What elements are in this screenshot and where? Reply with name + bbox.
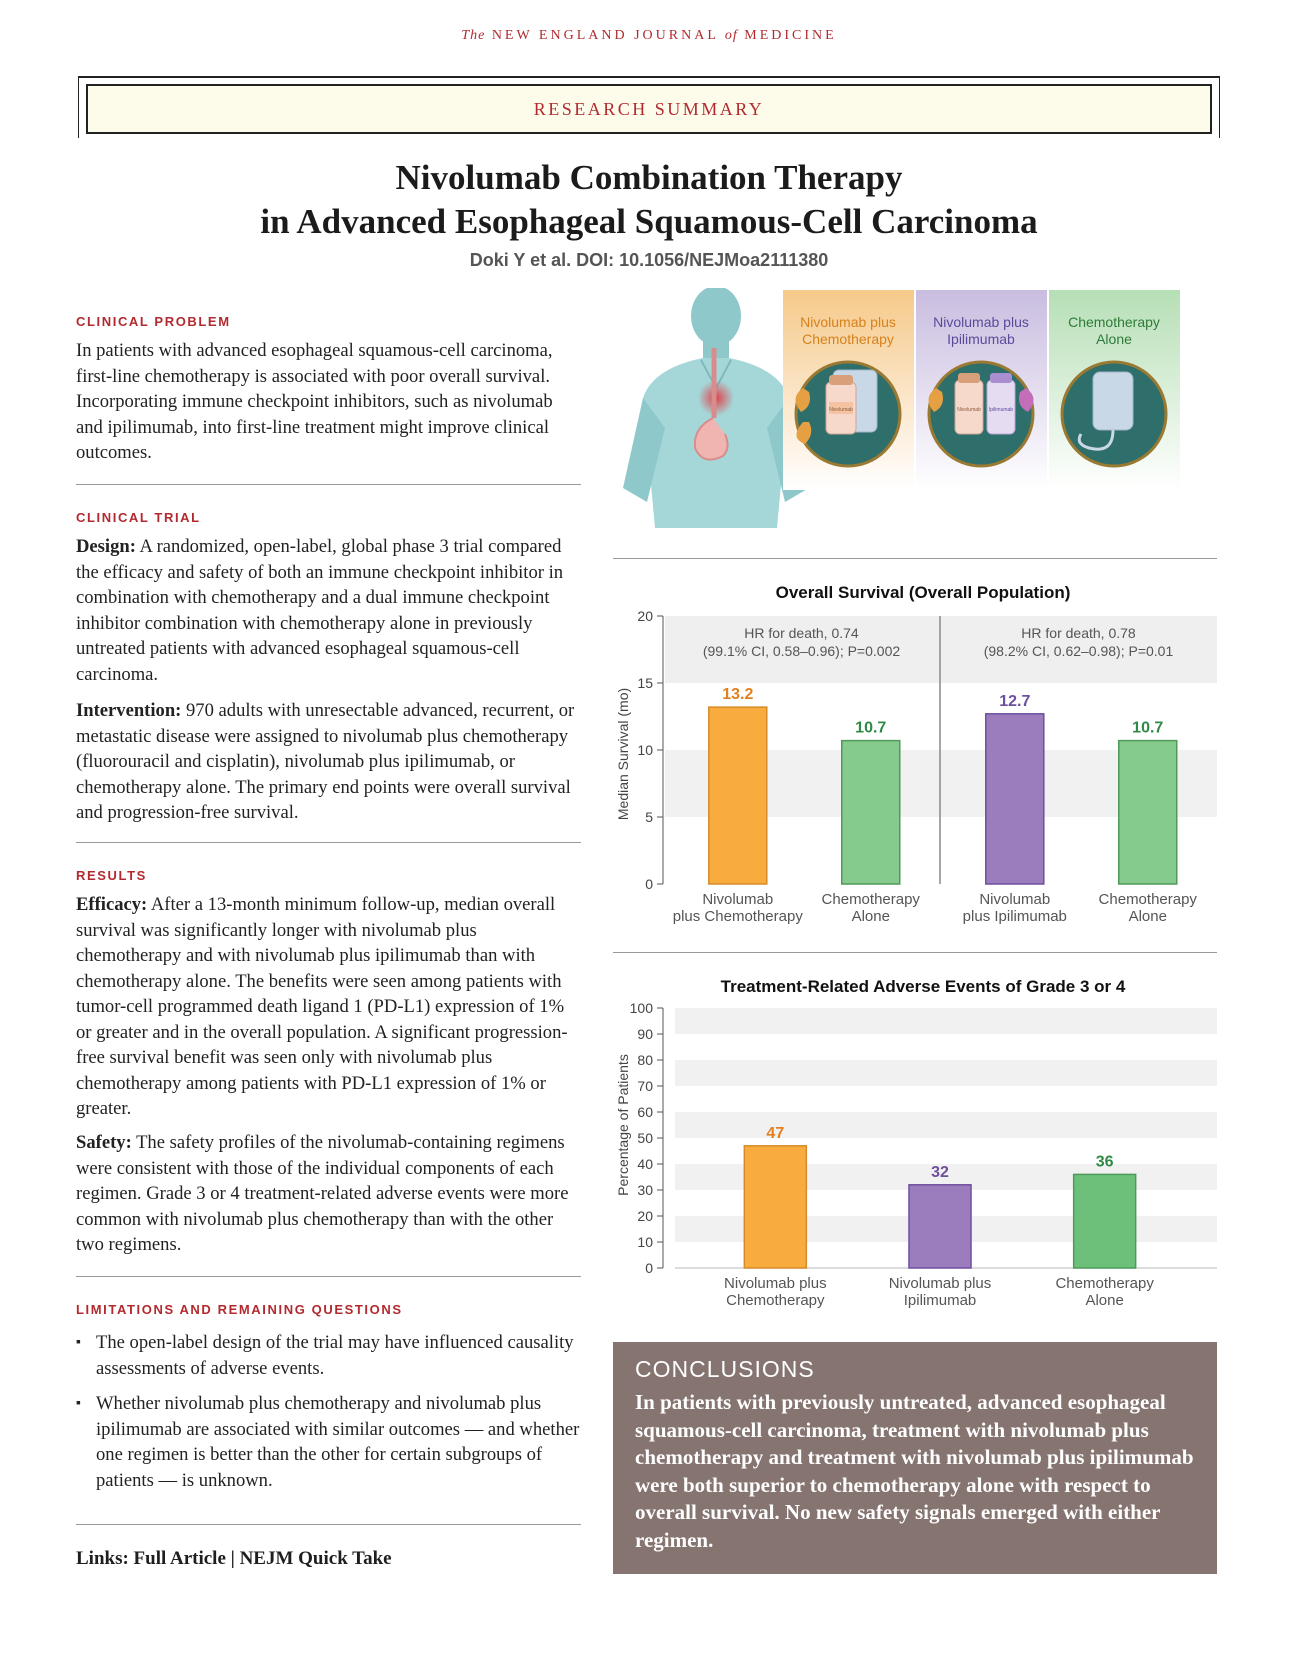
intervention-label: Intervention: (76, 700, 182, 721)
category-label: Chemotherapy (1055, 1275, 1154, 1292)
vial-label: Nivolumab (957, 407, 981, 413)
journal-main: NEW ENGLAND JOURNAL (491, 28, 719, 43)
conclusions-heading: CONCLUSIONS (635, 1356, 815, 1382)
bar (909, 1185, 971, 1268)
category-label: Chemotherapy (1098, 891, 1197, 908)
panel-label: Ipilimumab (947, 331, 1015, 347)
safety-text: The safety profiles of the nivolumab-containing regimens were consistent with those of the individual components of each regimen. Grade 3 or 4 treatment-related adverse events were more common with nivolumab plus chemotherapy than with the other two regimens. (76, 1132, 569, 1255)
bar-value-label: 47 (766, 1124, 785, 1142)
page-title (0, 156, 1298, 244)
confidence-interval-label: (98.2% CI, 0.62–0.98); P=0.01 (983, 643, 1174, 659)
research-summary-banner: RESEARCH SUMMARY (86, 84, 1212, 134)
y-tick-label: 40 (637, 1156, 653, 1172)
bar-value-label: 10.7 (855, 719, 887, 737)
limitation-item: ▪ The open-label design of the trial may have influenced causality assessments of adverse events. (76, 1330, 581, 1381)
y-tick-label: 20 (637, 1208, 653, 1224)
y-tick-label: 15 (637, 675, 653, 691)
y-tick-label: 5 (645, 809, 653, 825)
journal-masthead (0, 28, 1298, 44)
category-label: Ipilimumab (903, 1292, 977, 1309)
divider (76, 1524, 581, 1525)
category-label: Alone (851, 908, 890, 925)
bar (1074, 1174, 1136, 1268)
y-tick-label: 0 (645, 1260, 653, 1276)
patient-figure-icon (623, 288, 809, 528)
intervention-paragraph (76, 698, 581, 826)
limitation-item: ▪ Whether nivolumab plus chemotherapy and nivolumab plus ipilimumab are associated with similar outcomes — and whether one regimen is better than the other for certain subgroups of patients — is unknown. (76, 1391, 581, 1493)
results-heading: RESULTS (76, 868, 147, 883)
confidence-interval-label: (99.1% CI, 0.58–0.96); P=0.002 (702, 643, 901, 659)
title-line-1: Nivolumab Combination Therapy (395, 158, 903, 197)
clinical-trial-heading: CLINICAL TRIAL (76, 510, 201, 525)
hazard-ratio-label: HR for death, 0.74 (744, 625, 859, 641)
panel-label: Chemotherapy (802, 331, 894, 347)
divider (76, 1276, 581, 1277)
y-tick-label: 70 (637, 1078, 653, 1094)
grid-band (675, 1112, 1217, 1138)
intervention-text: 970 adults with unresectable advanced, recurrent, or metastatic disease were assigned to nivolumab plus chemotherapy (fluorouracil and cisplatin), nivolumab plus ipilimumab, or chemotherapy alone. The primary end points were overall survival and progression-free survival. (76, 700, 575, 823)
panel-label: Alone (1096, 331, 1132, 347)
chart-title: Overall Survival (Overall Population) (775, 583, 1071, 602)
efficacy-label: Efficacy: (76, 894, 148, 915)
y-tick-label: 100 (629, 1000, 653, 1016)
safety-paragraph (76, 1130, 581, 1258)
bar-value-label: 12.7 (999, 692, 1031, 710)
clinical-problem-text: In patients with advanced esophageal squamous-cell carcinoma, first-line chemotherapy is associated with poor overall survival. Incorporating immune checkpoint inhibitors, such as nivolumab and ipilimumab, into first-line treatment might improve clinical outcomes. (76, 340, 553, 463)
panel-nivolumab-ipilimumab (916, 290, 1047, 490)
journal-end: MEDICINE (744, 28, 837, 43)
category-label: Chemotherapy (726, 1292, 825, 1309)
category-label: Chemotherapy (821, 891, 920, 908)
overall-survival-chart (613, 576, 1217, 926)
grid-band (675, 1008, 1217, 1034)
y-tick-label: 0 (645, 876, 653, 892)
divider (76, 842, 581, 843)
y-axis-label: Median Survival (mo) (615, 687, 631, 821)
limitations-list (76, 1330, 581, 1503)
journal-the: The (461, 28, 486, 43)
hazard-ratio-label: HR for death, 0.78 (1021, 625, 1136, 641)
bar (744, 1146, 806, 1268)
y-tick-label: 60 (637, 1104, 653, 1120)
y-tick-label: 80 (637, 1052, 653, 1068)
byline: Doki Y et al. DOI: 10.1056/NEJMoa2111380 (469, 250, 829, 270)
safety-label: Safety: (76, 1132, 132, 1153)
grid-band (675, 1060, 1217, 1086)
y-tick-label: 30 (637, 1182, 653, 1198)
clinical-problem-heading: CLINICAL PROBLEM (76, 314, 231, 329)
category-label: plus Chemotherapy (672, 908, 803, 925)
y-tick-label: 20 (637, 608, 653, 624)
links-line[interactable]: Links: Full Article | NEJM Quick Take (76, 1548, 392, 1569)
limitations-heading: LIMITATIONS AND REMAINING QUESTIONS (76, 1302, 403, 1317)
efficacy-paragraph (76, 892, 581, 1122)
bar-value-label: 10.7 (1132, 719, 1164, 737)
illustration (613, 288, 1217, 558)
bar-value-label: 13.2 (722, 686, 754, 704)
bar-value-label: 36 (1095, 1153, 1114, 1171)
bar (986, 714, 1044, 884)
conclusions-box (613, 1342, 1217, 1574)
y-tick-label: 90 (637, 1026, 653, 1042)
bar (709, 707, 767, 884)
design-text: A randomized, open-label, global phase 3 trial compared the efficacy and safety of both an immune checkpoint inhibitor in combination with chemotherapy and a dual immune checkpoint inhibitor combination with chemotherapy alone in previously untreated patients with advanced esophageal squamous-cell carcinoma. (76, 536, 564, 685)
y-axis-label: Percentage of Patients (615, 1054, 631, 1196)
conclusions-text: In patients with previously untreated, advanced esophageal squamous-cell carcinoma, treatment with nivolumab plus chemotherapy and treatment with nivolumab plus ipilimumab were both superior to chemotherapy alone with respect to overall survival. No new safety signals emerged with either regimen. (635, 1390, 1194, 1552)
bar-value-label: 32 (931, 1163, 949, 1181)
category-label: Nivolumab (979, 891, 1051, 908)
y-tick-label: 10 (637, 742, 653, 758)
design-paragraph (76, 534, 581, 687)
vial-label: Nivolumab (829, 407, 853, 413)
category-label: Nivolumab plus (888, 1275, 992, 1292)
design-label: Design: (76, 536, 136, 557)
bar (842, 741, 900, 884)
panel-nivolumab-chemotherapy (783, 290, 914, 490)
panel-label: Nivolumab plus (800, 314, 896, 330)
category-label: Nivolumab (702, 891, 774, 908)
vial-label: Ipilimumab (988, 407, 1014, 413)
efficacy-text: After a 13-month minimum follow-up, median overall survival was significantly longer with nivolumab plus chemotherapy and with nivolumab plus ipilimumab than with chemotherapy alone. The benefits were seen among patients with tumor-cell programmed death ligand 1 (PD-L1) expression of 1% or greater and in the overall population. A significant progression-free survival benefit was seen only with nivolumab plus chemotherapy among patients with PD-L1 expression of 1% or greater. (76, 894, 568, 1119)
chart-title: Treatment-Related Adverse Events of Grade 3 or 4 (720, 977, 1126, 996)
title-line-2: in Advanced Esophageal Squamous-Cell Carcinoma (260, 202, 1038, 241)
category-label: Nivolumab plus (724, 1275, 827, 1292)
category-label: Alone (1085, 1292, 1124, 1309)
panel-chemotherapy-alone (1049, 290, 1180, 490)
panel-label: Nivolumab plus (933, 314, 1029, 330)
category-label: Alone (1128, 908, 1167, 925)
journal-of: of (724, 28, 738, 43)
divider (613, 952, 1217, 953)
adverse-events-chart (613, 970, 1217, 1320)
y-tick-label: 50 (637, 1130, 653, 1146)
y-tick-label: 10 (637, 1234, 653, 1250)
bar (1119, 741, 1177, 884)
divider (76, 484, 581, 485)
category-label: plus Ipilimumab (962, 908, 1067, 925)
panel-label: Chemotherapy (1068, 314, 1160, 330)
divider (613, 558, 1217, 559)
